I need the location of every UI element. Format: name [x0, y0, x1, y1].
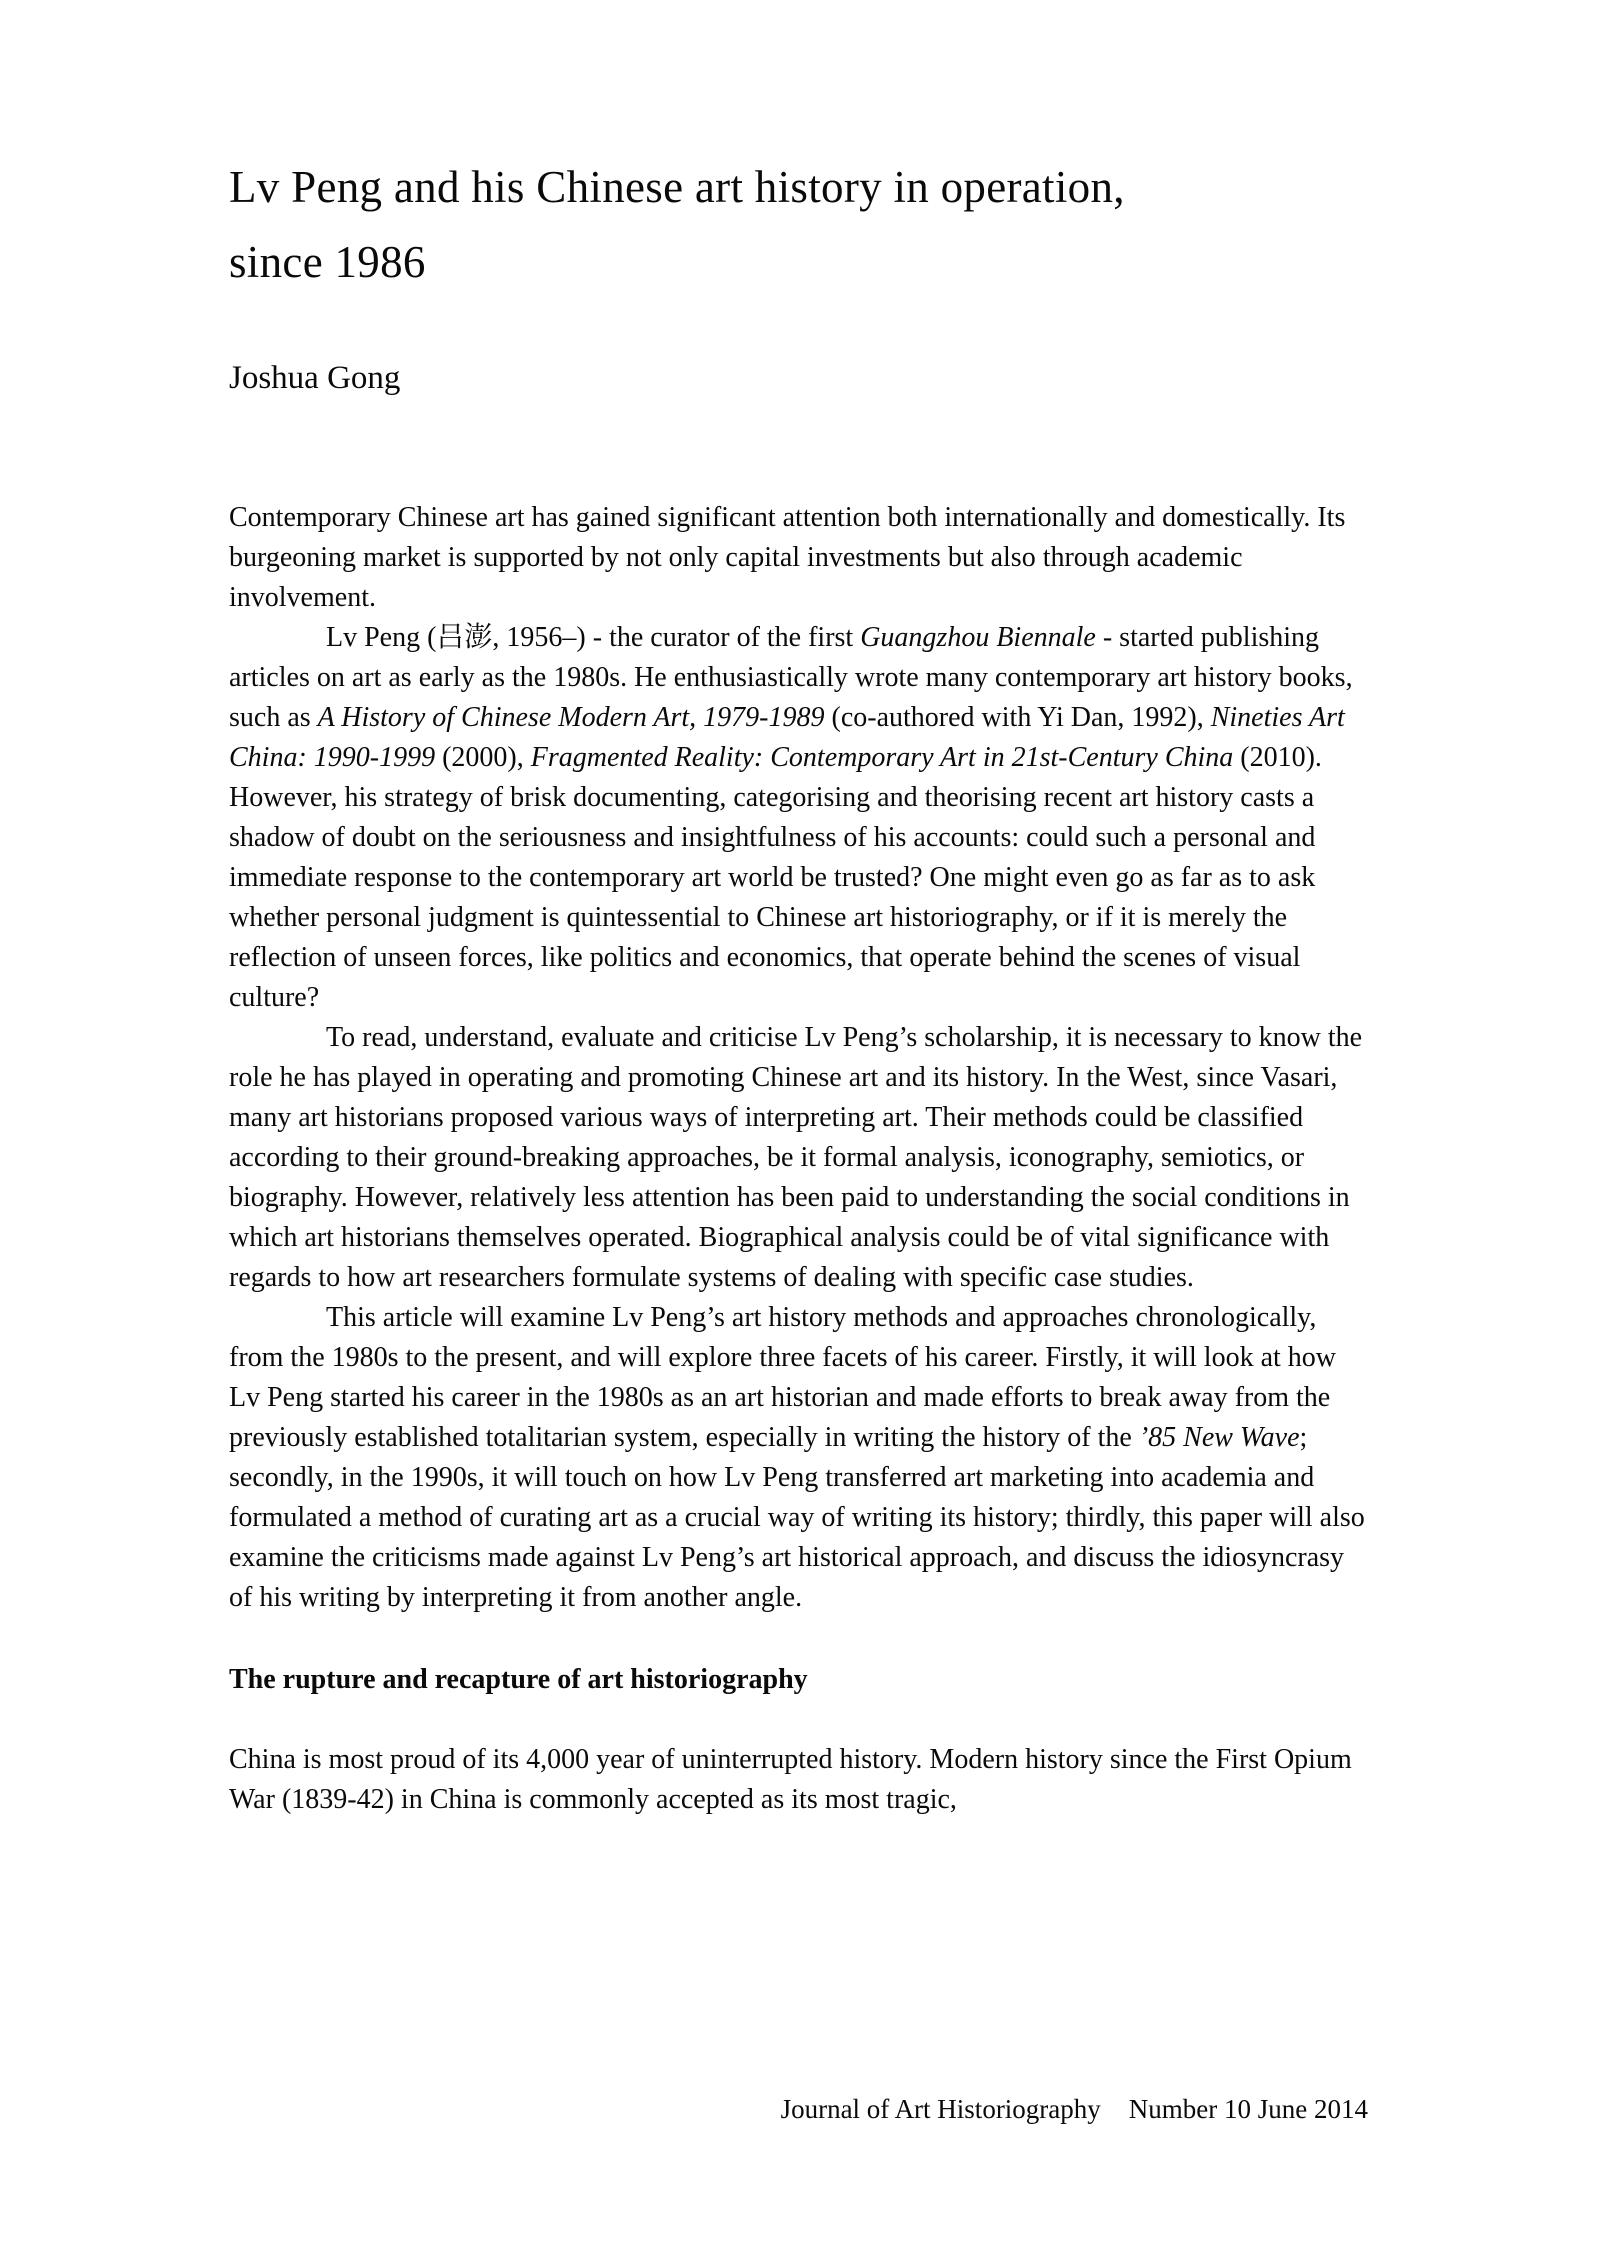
italic-text-run: Guangzhou Biennale [860, 622, 1096, 653]
text-run: China is most proud of its 4,000 year of uninterrupted history. Modern history since the First Opium War (1839-42) in China is commonly accepted as its most tragic, [229, 1744, 1352, 1815]
text-run: (2010). However, his strategy of brisk documenting, categorising and theorising recent art history casts a shadow of doubt on the seriousness and insightfulness of his accounts: could such a personal and immediate response to the contemporary art world be trusted? One might even go as far as to ask whether personal judgment is quintessential to Chinese art historiography, or if it is merely the reflection of unseen forces, like politics and economics, that operate behind the scenes of visual culture? [229, 742, 1322, 1013]
article-title-line-2: since 1986 [229, 237, 426, 287]
text-run: Lv Peng (吕澎, 1956–) - the curator of the first [326, 622, 861, 653]
text-run: This article will examine Lv Peng’s art history methods and approaches chronologically, from the 1980s to the present, and will explore three facets of his career. Firstly, it will look at how Lv Peng started his career in the 1980s as an art historian and made efforts to break away from the previously established totalitarian system, especially in writing the history of the [229, 1302, 1337, 1453]
italic-text-run: ’85 New Wave [1138, 1422, 1300, 1453]
section-heading [229, 1660, 1369, 1700]
text-run: Contemporary Chinese art has gained significant attention both internationally and domestically. Its burgeoning market is supported by not only capital investments but also through academic involvement. [229, 502, 1346, 613]
article-title-line-1: Lv Peng and his Chinese art history in operation, [229, 162, 1125, 212]
page-footer [781, 2093, 1368, 2125]
text-run: The rupture and recapture of art historiography [229, 1664, 808, 1695]
text-block [229, 150, 1369, 1820]
paragraph [229, 1298, 1369, 1618]
text-run: ; secondly, in the 1990s, it will touch on how Lv Peng transferred art marketing into academia and formulated a method of curating art as a crucial way of writing its history; thirdly, this paper will also examine the criticisms made against Lv Peng’s art historical approach, and discuss the idiosyncrasy of his writing by interpreting it from another angle. [229, 1422, 1365, 1613]
text-run: - started publishing articles on art as early as the 1980s. He enthusiastically wrote many contemporary art history books, such as [229, 622, 1353, 733]
paragraph [229, 498, 1369, 618]
paragraph [229, 1018, 1369, 1298]
author-name: Joshua Gong [229, 360, 401, 396]
italic-text-run: A History of Chinese Modern Art, 1979-1989 [317, 702, 825, 733]
italic-text-run: Nineties Art China: 1990-1999 [229, 702, 1345, 773]
footer-issue: Number 10 June 2014 [1128, 2094, 1368, 2124]
italic-text-run: Fragmented Reality: Contemporary Art in 21st-Century China [530, 742, 1234, 773]
text-run: To read, understand, evaluate and criticise Lv Peng’s scholarship, it is necessary to know the role he has played in operating and promoting Chinese art and its history. In the West, since Vasari, many art historians proposed various ways of interpreting art. Their methods could be classified according to their ground-breaking approaches, be it formal analysis, iconography, semiotics, or biography. However, relatively less attention has been paid to understanding the social conditions in which art historians themselves operated. Biographical analysis could be of vital significance with regards to how art researchers formulate systems of dealing with specific case studies. [229, 1022, 1363, 1293]
paragraph [229, 1740, 1369, 1820]
text-run: (co-authored with Yi Dan, 1992), [824, 702, 1211, 733]
article-body [229, 498, 1369, 1820]
paragraph [229, 618, 1369, 1018]
footer-journal-name: Journal of Art Historiography [780, 2094, 1101, 2124]
text-run: (2000), [435, 742, 531, 773]
article-title [229, 150, 1369, 300]
